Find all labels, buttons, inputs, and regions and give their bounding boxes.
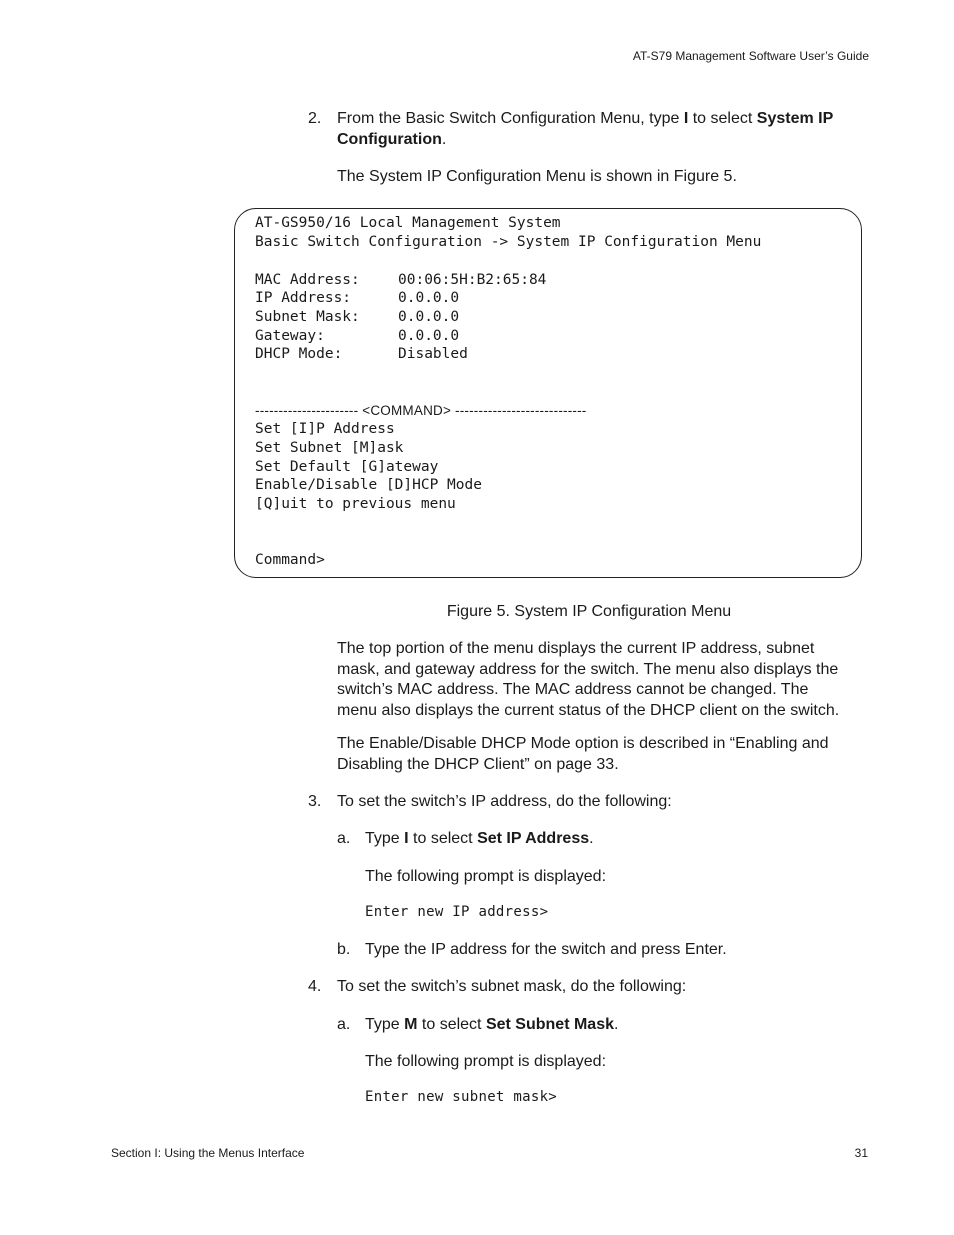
step-3a-target: Set IP Address [477,830,590,847]
step-4a-key: M [404,1016,418,1033]
paragraph-1-line: The top portion of the menu displays the current IP address, subnet [337,640,815,657]
paragraph-1-line: switch’s MAC address. The MAC address cannot be changed. The [337,681,809,698]
step-2-after: The System IP Configuration Menu is shown in Figure 5. [337,168,737,185]
footer-section: Section I: Using the Menus Interface [111,1146,305,1160]
command-quit: [Q]uit to previous menu [255,496,456,512]
terminal-screen [234,208,862,578]
step-2-text [337,109,877,150]
figure-caption [0,602,954,623]
paragraph-1-line: mask, and gateway address for the switch. The menu also displays the [337,660,839,678]
step-3a-pre: Type [365,830,405,847]
step-3a-letter: a. [337,830,351,847]
step-2-text-pre: From the Basic Switch Configuration Menu, type [337,110,684,127]
step-3a-prompt: Enter new IP address> [365,904,549,920]
terminal-title: AT-GS950/16 Local Management System [255,215,561,231]
command-prompt: Command> [255,552,325,568]
paragraph-2 [337,734,829,775]
step-3b-letter: b. [337,941,351,958]
step-3a-after: The following prompt is displayed: [365,868,607,885]
field-mac-value: 00:06:5H:B2:65:84 [398,272,547,288]
command-set-gateway: Set Default [G]ateway [255,459,439,475]
step-4a-prompt: Enter new subnet mask> [365,1089,558,1105]
field-ip-value: 0.0.0.0 [398,290,460,306]
step-3a-key: I [404,830,409,847]
field-subnet-value: 0.0.0.0 [398,309,460,325]
step-4-number: 4. [308,978,322,995]
step-4a-after: The following prompt is displayed: [365,1053,607,1070]
figure-caption-text: Figure 5. System IP Configuration Menu [446,603,732,620]
command-dhcp-mode: Enable/Disable [D]HCP Mode [255,477,482,493]
paragraph-1-line: menu also displays the current status of the DHCP client on the switch. [337,701,840,719]
field-dhcp-label: DHCP Mode: [255,346,343,362]
step-3a-end: . [589,830,594,847]
running-header: AT-S79 Management Software User’s Guide [632,49,869,63]
command-separator: ---------------------- <COMMAND> ---------------------------- [255,403,587,418]
field-gateway-value: 0.0.0.0 [398,328,460,344]
field-gateway-label: Gateway: [255,328,325,344]
step-4a-text [365,1015,618,1036]
step-2-target-2: Configuration [337,130,442,148]
step-2-number: 2. [308,110,322,127]
step-3-text: To set the switch’s IP address, do the following: [337,793,672,810]
terminal-breadcrumb: Basic Switch Configuration -> System IP Configuration Menu [255,234,762,250]
field-dhcp-value: Disabled [398,346,468,362]
step-2-target: System IP [756,110,834,127]
step-4a-target: Set Subnet Mask [485,1016,614,1033]
step-2-text-mid: to select [688,110,757,127]
step-4a-end: . [613,1016,619,1033]
field-subnet-label: Subnet Mask: [255,309,360,325]
paragraph-2-line: Disabling the DHCP Client” on page 33. [337,755,619,773]
step-3a-mid: to select [408,830,478,847]
step-3-number: 3. [308,793,322,810]
step-3b-text: Type the IP address for the switch and press Enter. [365,941,727,958]
step-3a-text [365,829,594,850]
command-set-ip: Set [I]P Address [255,421,395,437]
step-2-text-end: . [441,130,447,148]
page-number: 31 [854,1146,868,1160]
step-4a-mid: to select [417,1016,486,1033]
field-ip-label: IP Address: [255,290,352,306]
step-4a-pre: Type [365,1016,405,1033]
step-4a-letter: a. [337,1016,351,1033]
step-2-key: I [683,110,689,127]
command-set-subnet: Set Subnet [M]ask [255,440,404,456]
step-4-text: To set the switch’s subnet mask, do the following: [337,978,687,995]
field-mac-label: MAC Address: [255,272,360,288]
paragraph-2-line: The Enable/Disable DHCP Mode option is described in “Enabling and [337,735,829,752]
paragraph-1 [337,639,839,721]
